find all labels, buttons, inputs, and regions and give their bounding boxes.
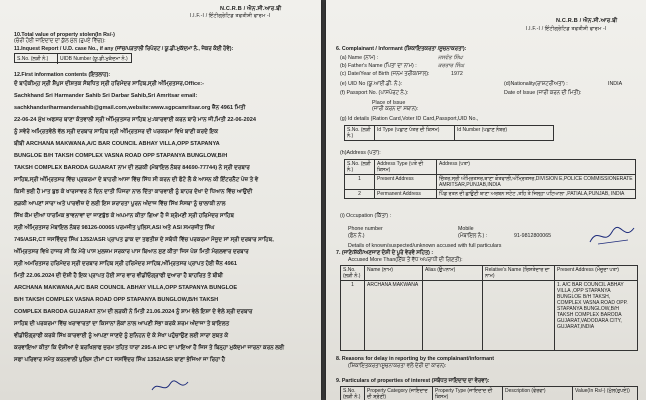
acc-name-header: Name (ਨਾਮ) bbox=[365, 266, 423, 281]
acc-address-header: Present Address (ਮੌਜੂਦਾ ਪਤਾ) bbox=[555, 266, 638, 281]
fir-text-line: sachkhandsriharmandersahib@gmail.com,website:www.sgpcamritsar.org ਜ਼ੈਨ 4961 ਮਿਤੀ bbox=[14, 105, 246, 111]
phone-label: Phone number bbox=[348, 226, 383, 232]
name-label: (a) Name (ਨਾਮ) : bbox=[340, 55, 379, 61]
prop-type-header: Property Type (ਜਾਇਦਾਦ ਦੀ ਕਿਸਮ) bbox=[433, 387, 503, 400]
item-8-pa-label: (ਸ਼ਿਕਾਇਤਕਰਤਾ/ਸੂਚਨਾਕਰਤਾ ਵਲੋਂ ਦੇਰੀ ਦਾ ਕਾਰਨ): bbox=[348, 363, 447, 369]
document-page-right bbox=[326, 0, 646, 400]
addr-sno-header: S.No. (ਲੜੀ ਨੰ.) bbox=[345, 160, 375, 175]
acc-alias bbox=[423, 281, 483, 351]
fir-text-line: ਸਾਹਿਬ,ਸ੍ਰੀ ਅੰਮ੍ਰਿਤਸਰ ਵਿੱਚ ਪ੍ਰਕਰਮਾ ਦੇ ਬਾਹਰੀ ਆਸਾ ਵਿੱਚ ਸਿੱਧ ਸੀ ਕਰਨ ਦੀ ਫੋਟੋ ਲੈ ਕੇ ਆਸਨ ਕੀ ਇੰਟਰਨੈਟ ਪੇਜ਼ ਤੇ ਵੇ bbox=[14, 177, 259, 183]
accused-more-than-label: Accused More Than(ਇੱਕ ਤੋਂ ਵੱਧ ਅਪਰਾਧੀ ਦੀ ਗਿਣਤੀ): bbox=[348, 257, 463, 263]
fir-text-line: ਮਿਤੀ 22.06.2024 ਦੀ ਦੋਸ਼ੀ ਹੈ ਇਕ ਪ੍ਰਾਪਤ ਹੋਈ ਸਾਰ ਵਾਰ ਵੀਡੀਓਗ੍ਰਾਫੀ ਦੁਆਰਾ ਹੈ ਬਾਹਰਿਤ ਤੋਂ ਬੀਬੀ bbox=[14, 273, 223, 279]
item-7-label: 7. (ਜਾਣੇ/ਸ਼ੱਕੀ/ਅਣਜਾਣ ਦੋਸ਼ੀ ਦੇ ਪੂਰੇ ਵੇਰਵੇ ਸਹਿਤ) : bbox=[336, 250, 434, 256]
id-number-header: Id Number (ਪਛਾਣ ਨੰਬਰ) bbox=[455, 126, 554, 141]
id-type-header: Id Type (ਪਛਾਣ ਪੱਤਰ ਦੀ ਕਿਸਮ) bbox=[375, 126, 455, 141]
page-subheader: I.I.F.-I / ਇੰਟੀਗ੍ਰੇਟਿਡ ਤਫਤੀਸ਼ੀ ਫਾਰਮ -I bbox=[190, 13, 271, 19]
addr-sno: 1 bbox=[345, 175, 375, 190]
table-row bbox=[341, 281, 638, 351]
passport-label: (f) Passport No. (ਪਾਸਪੋਰਟ ਨੰ.): bbox=[340, 90, 409, 96]
acc-relative-header: Relative's Name (ਰਿਸ਼ਤੇਦਾਰ ਦਾ ਨਾਮ) bbox=[483, 266, 555, 281]
fir-text-line: ARCHANA MAKWANA,A/C BAR COUNCIL ABHAY VILLA,OPP STAPANYA BUNGLOE bbox=[14, 285, 238, 291]
uidb-table bbox=[14, 53, 132, 63]
uidb-header: UIDB Number (ਯੂ.ਡੀ.ਮੁਕੱਦਮਾ ਨੰ.) bbox=[60, 56, 128, 62]
acc-sno-header: S.No. (ਲੜੀ ਨੰ.) bbox=[341, 266, 365, 281]
item-12-label: 12.First information contents (ਇਤਲਾਹ): bbox=[14, 72, 111, 78]
fir-text-line: ਕਿਸੀ ਭਈ ਹੈ ਮਾਤ ਬੁਝ ਕੇ ਖਾਰਸਾਵਰ ਨੇ ਦਿਨ ਦਾਤੀ ਪਿੰਜਰਾ ਨਾਲ ਦਿੱਤਾ ਕਾਰਵਾਈ ਨੂੰ ਬਾਹਰ ਦੇਖਾ ਦੇ ਧਿਆਨ ਵਿੱਚ ਆਉਂਦੀ bbox=[14, 189, 253, 195]
item-10-label: 10.Total value of property stolen(In Rs/-) bbox=[14, 32, 115, 38]
acc-relative bbox=[483, 281, 555, 351]
mobile-value: 91-9812800065 bbox=[514, 233, 552, 239]
id-details-table bbox=[344, 125, 554, 141]
fir-text-line: ਸ੍ਰੀ ਅੰਮ੍ਰਿਤਸਰ ਮੋਬਾਇਲ ਨੰਬਰ 98126-00065 ਪਰਮਜੀਤ ਪੁਲਿਸ,ASI ਅਤੇ ASI ਸਮਰਜੀਤ ਸਿੰਘ bbox=[14, 225, 215, 231]
fir-text-line: TAKSH COMPLEX BARODA GUJARAT ਨਾਮ ਦੀ ਲੜਕੀ (ਮੋਬਾਇਲ ਨੰਬਰ 84690-77744) ਨੇ ਸ੍ਰੀ ਦਰਬਾਰ bbox=[14, 165, 250, 171]
uid-label: (e) UID No (ਯੂ.ਆਈ.ਡੀ. ਨੰ.): bbox=[340, 81, 403, 87]
fir-text-line: ਵੀਡੀਓਗ੍ਰਾਫੀ ਕਰਕੇ ਸਿੱਖ ਕਾਰਵਾਈ ਨੂੰ ਆਪਣਾ ਜਾਣਦੇ ਨੂੰ ਸੁਨਿਹਨ ਦੇ ਕੇ ਸੇਖਾ ਪਹੁੰਚਾਉਣ ਲਈ ਸਾਰਾ ਸੁਬਤ ਕੇ bbox=[14, 333, 229, 339]
item-10-pa-label: (ਚੋਰੀ ਹੋਈ ਜਾਇਦਾਦ ਦਾ ਕੁੱਲ ਮੁੱਲ (ਰੁਪਏ ਵਿੱਚ)): bbox=[14, 38, 106, 44]
mobile-label: Mobile bbox=[458, 226, 474, 232]
father-name-label: (b) Father's Name (ਪਿਤਾ ਦਾ ਨਾਮ) : bbox=[340, 63, 417, 69]
acc-alias-header: Alias (ਉਪਨਾਮ) bbox=[423, 266, 483, 281]
nationality-value: INDIA bbox=[608, 81, 623, 87]
fir-text-line: BUNGLOE B/H TAKSH COMPLEX VASNA ROAD OPP STAPANYA BUNGLOW,B/H bbox=[14, 153, 228, 159]
occupation-label: (i) Occupation (ਕਿੱਤਾ) : bbox=[340, 213, 392, 219]
place-of-issue-label: Place of Issue bbox=[372, 100, 406, 106]
addr-header: Address (ਪਤਾ) bbox=[437, 160, 636, 175]
prop-description-header: Description (ਵੇਰਵਾ) bbox=[503, 387, 573, 400]
id-details-label: (g) Id details (Ration Card,Voter ID Card,Passport,UID No., bbox=[340, 116, 479, 122]
fir-text-line: 745/ASR,CT ਜਸਵਿੰਦਰ ਸਿੰਘ 1352/ASR ਪ੍ਰਾਪਤ ਡਾਕ ਦਾ ਤਫਤੀਸ਼ ਦੇ ਸਬੰਧੀ ਵਿੱਚ ਪਰਕਰਮਾ ਮੌਜੂਦ ਸਾਂ ਸ੍ਰੀ ਦਰਬਾਰ ਸਾਹਿਬ, bbox=[14, 237, 274, 243]
fir-text-line: Sachkhand Sri Harmander Sahib Sri Darbar Sahib,Sri Amritsar email: bbox=[14, 93, 198, 99]
nationality-label: (d)Nationality(ਰਾਸ਼ਟਰੀਅਤਾ) : bbox=[504, 81, 568, 87]
fir-text-line: ਅੰਮ੍ਰਿਤਸਰ ਵਿਖੇ ਹਾਜਰ ਸੀ ਕਿ ਮੇਰੇ ਪਾਸ ਮੁਲਜ਼ਮ ਸਰਕਾਰ ਪਾਸ ਬਿਆਨ ਸੁਣ ਕੀਤਾ ਜਿਸ ਪੇਸ਼ ਮਿਤੀ ਮੰਗਲਵਾਰ ਦਰਬਾਰ bbox=[14, 249, 249, 255]
issue-date-label: Date of Issue (ਜਾਰੀ ਕਰਨ ਦੀ ਮਿਤੀ): bbox=[504, 90, 582, 96]
accused-table bbox=[340, 265, 638, 351]
addr-text: ਚਿੱਤਰ,ਸ੍ਰੀ ਅੰਮ੍ਰਿਤਸਰ,ਥਾਣਾ ਕੋਤਵਾਲੀ,ਅੰਮ੍ਰਿਤਸਰ,DIVISION E,POLICE COMMISSIONERATE AMRITSAR,PUNJAB,INDIA bbox=[437, 175, 636, 190]
fir-text-line: ਸਫਾ ਪਰਿਵਾਰ ਸਮੇਤ ਕਰਨਵਾਲੀ ਪੁਲਿਸ ਟੀਮਾਂ CT ਜਸਵਿੰਦਰ ਸਿੰਘ 1352/ASR ਥਾਣਾ ਭੇਜਿਆ ਜਾ ਰਿਹਾ ਹੈ bbox=[14, 357, 226, 363]
fir-text-line: ਨੂੰ ਸਵੇਰੇ ਅਮ੍ਰਿਤਵੇਲੇ ਵੱਲ ਸ੍ਰੀ ਦਰਬਾਰ ਸਾਹਿਬ ਸ੍ਰੀ ਅੰਮ੍ਰਿਤਸਰ ਦੀ ਪਰਕਰਮਾ ਵਿਖੇ ਬਾਣੀ ਕਰਦੇ ਇਕ bbox=[14, 129, 219, 135]
address-label: (h)Address (ਪਤਾ): bbox=[340, 150, 381, 156]
fir-text-line: B/H TAKSH COMPLEX VASNA ROAD OPP STAPANYA BUNGLOW,B/H TAKSH bbox=[14, 297, 219, 303]
signature-left bbox=[150, 378, 190, 396]
prop-value-header: Value(In Rs/-) (ਮੁੱਲ(ਰੁਪਏ)) bbox=[573, 387, 638, 400]
item-8-label: 8. Reasons for delay in reporting by the complainant/informant bbox=[336, 356, 495, 362]
fir-text-line: 22-06-24 ਮੁੱਖ ਅਫਸਰ ਥਾਣਾ ਕੋਤਵਾਲੀ ਸ੍ਰੀ ਅੰਮ੍ਰਿਤਸਰ ਸਾਹਿਬ ਮੁ:/ਕਾਰਵਾਈ ਕਰਨ ਬਾਰੇ ਮਾਨ ਜੀ,ਮਿਤੀ 22-06-2024 bbox=[14, 117, 256, 123]
table-row bbox=[345, 175, 636, 190]
addr-type: Present Address bbox=[375, 175, 437, 190]
page-subheader: I.I.F.-I / ਇੰਟੀਗ੍ਰੇਟਿਡ ਤਫਤੀਸ਼ੀ ਫਾਰਮ -I bbox=[526, 26, 607, 32]
fir-text-line: ਦੋ ਬਾਹੋਕੀਮ੍ਹ ਸ੍ਰੀ ਸ਼ੈਪੁਸ ਦੀਸ਼ਤਕ ਸੰਬਧਿਤ ਸ੍ਰੀ ਹਰਿਮੰਦਰ ਸਾਹਿਬ,ਸ੍ਰੀ ਅੰਮ੍ਰਿਤਸਰ,Office:- bbox=[14, 81, 204, 87]
fir-text-line: ਕਰਵਾਇਆ ਕੀਤਾ ਕਿ ਦੋਸ਼ੀਆਂ ਦੇ ਬਰਖਿਲਾਫ ਜੁਰਮ ਤਹਿਤ ਧਾਰਾ 295-A IPC ਦਾ ਪਾਇਆ ਹੈ ਜਿਸ ਤੇ ਬਿਨ੍ਹਾ ਮੁਕੱਦਮਾ ਜਾਰਨਾ ਕਰਨ ਲਈ bbox=[14, 345, 285, 351]
fir-text-line: COMPLEX BARODA GUJARAT ਨਾਮ ਦੀ ਲੜਕੀ ਨੇ ਮਿਤੀ 21.06.2024 ਨੂੰ ਸ਼ਾਮ ਵੇਲੇ ਇਸ਼ਾ ਦੇ ਵੇਲੇ ਸ਼੍ਰੀ ਦਰਬਾਰ bbox=[14, 309, 253, 315]
fir-text-line: ਬੀਬੀ ARCHANA MAKWANA,A/C BAR COUNCIL ABHAY VILLA,OPP STAPANYA bbox=[14, 141, 220, 147]
address-table bbox=[344, 159, 636, 199]
place-of-issue-pa: (ਜਾਰੀ ਕਰਨ ਦਾ ਸਥਾਨ): bbox=[372, 106, 419, 112]
id-sno-header: S.No. (ਲੜੀ ਨੰ.) bbox=[345, 126, 375, 141]
table-row bbox=[345, 190, 636, 199]
mobile-pa-label: (ਮੋਬਾਇਲ ਨੰ.) : bbox=[458, 233, 488, 239]
phone-pa-label: (ਫੋਨ ਨੰ.) bbox=[348, 233, 365, 239]
page-header: N.C.R.B / ਐਨ.ਸੀ.ਆਰ.ਬੀ bbox=[556, 18, 618, 24]
property-table bbox=[340, 386, 638, 400]
signature-right bbox=[588, 222, 638, 248]
name-value: ਜਸਵੰਤ ਸਿੰਘ bbox=[438, 55, 463, 61]
fir-text-line: ਸ੍ਰੀ ਅਮਰਿਤਸਰ ਹਰਿਮੰਦਰ ਸ੍ਰੀ ਦਰਬਾਰ ਸਾਹਿਬ ਸ੍ਰੀ ਹਰਿਮੰਦਰ ਸਾਹਿਬ,ਅੰਮ੍ਰਿਤਸਰ ਪ੍ਰਾਪਤ ਹੋਈ ਜ਼ੈਨ 4961 bbox=[14, 261, 237, 267]
prop-sno-header: S.No. (ਲੜੀ ਨੰ.) bbox=[341, 387, 365, 400]
item-6-label: 6. Complainant / Informant (ਸ਼ਿਕਾਇਤਕਰਤਾ /ਸੂਚਨਾਕਰਤਾ): bbox=[336, 46, 467, 52]
father-name-value: ਕਰਤਾਰ ਸਿੰਘ bbox=[438, 63, 464, 69]
item-7-details: Details of known/suspected/unknown accused with full particulars bbox=[348, 243, 502, 249]
fir-text-line: ਲੜਕੀ ਆਪਣਾਂ ਸਾਰਾ ਅਤੇ ਪਾਰਵੀਜ਼ ਦੇ ਲਈ ਇਸ ਸ਼ਰਾਰਤਾ ਪੂਰਨ ਅੰਦਾਜ ਵਿੱਚ ਸਿੱਖ ਸੰਸਥਾ ਨੂੰ ਚਾਲਾਕੀ ਨਾਲ bbox=[14, 201, 226, 207]
acc-name: ARCHANA MAKWANA bbox=[365, 281, 423, 351]
item-9-label: 9. Particulars of properties of interest (ਸਬੰਧਤ ਜਾਇਦਾਦ ਦਾ ਵੇਰਵਾ): bbox=[336, 378, 490, 384]
document-page-left bbox=[0, 0, 321, 400]
fir-text-line: ਸਿੱਖ ਕੌਮ ਦੀਆਂ ਧਾਰਮਿਕ ਭਾਵਨਾਵਾਂ ਦਾ ਜਾਣਬੁੱਝ ਕੇ ਅਪਮਾਨ ਕੀਤਾ ਗਿਆ ਹੈ ਜੋ ਸ਼੍ਰੋਮਣੀ ਸ੍ਰੀ ਹਰਿਮੰਦਰ ਸਾਹਿਬ bbox=[14, 213, 234, 219]
prop-category-header: Property Category (ਜਾਇਦਾਦ ਦੀ ਸ਼੍ਰੇਣੀ) bbox=[365, 387, 433, 400]
dob-value: 1972 bbox=[451, 71, 463, 77]
fir-text-line: ਸਾਹਿਬ ਦੀ ਪਰਕਰਮਾ ਵਿੱਚ ਖਰਾਵਾਰਤਾਂ ਦਾ ਕਿਸਾਨਾਂ ਲੋਕਾਂ ਨਾਲ ਆਪਣੀ ਸੱਭਾ ਕਰਕੇ ਸ਼ਰਮ ਅੰਦਾਜਾ ਤੇ ਬਾਇਲਤ bbox=[14, 321, 230, 327]
dob-label: (c) Date/Year of Birth (ਜਨਮ ਤਰੀਕ/ਸਾਲ): bbox=[340, 71, 430, 77]
addr-type: Permanent Address bbox=[375, 190, 437, 199]
acc-sno: 1 bbox=[341, 281, 365, 351]
addr-type-header: Address Type (ਪਤੇ ਦੀ ਕਿਸਮ) bbox=[375, 160, 437, 175]
sno-header: S.No. (ਲੜੀ ਨੰ.) bbox=[17, 56, 49, 62]
acc-address: 1. A/C BAR COUNCIL ABHAY VILLA ,OPP STAPANYA BUNGLOE B/H TAKSH, COMPLEX VASNA ROAD OPP. STAPANYA BUNGLOW,B/H TAKSH COMPLEX BARODA GUJARAT,VADODARA CITY, GUJARAT,INDIA bbox=[555, 281, 638, 351]
addr-sno: 2 bbox=[345, 190, 375, 199]
page-header: N.C.R.B / ਐਨ.ਸੀ.ਆਰ.ਬੀ bbox=[220, 6, 282, 12]
addr-text: ਪਿੰਡ ਰਤਨ ਦੀ ਛਾਉਣੀ ਥਾਣਾ ਅਰਬਨ ਸਟੇਟ ,ਤਹਿ ਤੇ ਜਿਲ੍ਹਾ ਪਟਿਆਲਾ ,PATIALA,PUNJAB, INDIA bbox=[437, 190, 636, 199]
item-11-label: 11.Inquest Report / U.D. case No., if any (ਜਾਂਚ/ਪੜਤਾਲੀ ਰਿਪੋਰਟ / ਯੂ.ਡੀ.ਮੁਕੱਦਮਾ ਨੰ., ਜੇਕਰ ਕੋਈ ਹੋਵੇ): bbox=[14, 46, 234, 52]
